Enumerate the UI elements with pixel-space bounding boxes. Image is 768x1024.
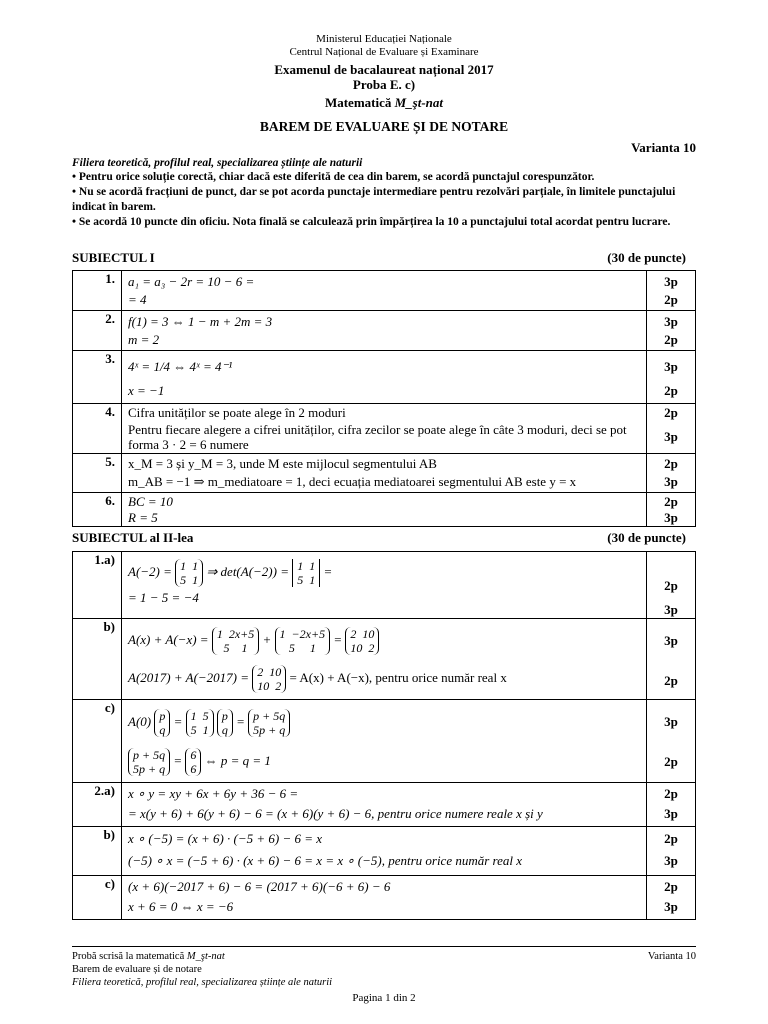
footer-line-3: Filiera teoretică, profilul real, specializarea științe ale naturii: [72, 977, 333, 988]
filiera: Filiera teoretică, profilul real, specializarea științe ale naturii: [72, 157, 363, 169]
section-2-table: [72, 551, 696, 920]
footer-line-2: Barem de evaluare și de notare: [72, 964, 202, 975]
table-row: c) A(0) p q = 1 5 5 1 p q = p + 5q 5p + q p + 5q 5p + q = 6 6 ⇔ p = q = 1 3p 2p: [73, 700, 696, 783]
table-row: b) x ∘ (−5) = (x + 6) · (−5 + 6) − 6 = x (−5) ∘ x = (−5 + 6) · (x + 6) − 6 = x = x ∘ (−5), pentru orice număr real x 2p 3p: [73, 827, 696, 876]
footer: [72, 950, 696, 989]
table-row: 5. x_M = 3 și y_M = 3, unde M este mijlocul segmentului AB m_AB = −1 ⇒ m_mediatoare = 1, deci ecuația mediatoarei segmentului AB este y = x 2p 3p: [73, 454, 696, 493]
instruction-3: • Se acordă 10 puncte din oficiu. Nota finală se calculează prin împărțirea la 10 a punctajului total acordat pentru lucrare.: [72, 216, 671, 228]
table-row: 6. BC = 10 R = 5 2p 3p: [73, 493, 696, 527]
table-row: 2. f(1) = 3 ⇔ 1 − m + 2m = 3 m = 2 3p 2p: [73, 311, 696, 351]
exam-subject: Matematică M_şt-nat: [324, 95, 444, 110]
table-row: 1.a) A(−2) = 1 1 5 1 ⇒ det(A(−2)) = 1 1 5 1 = = 1 − 5 = −4 2p 3p: [73, 552, 696, 619]
section-1-heading: SUBIECTUL I (30 de puncte): [72, 250, 686, 265]
table-row: 3. 4ˣ = 1/4 ⇔ 4ˣ = 4⁻¹ x = −1 3p 2p: [73, 351, 696, 404]
section-2-heading: SUBIECTUL al II-lea (30 de puncte): [72, 530, 686, 545]
table-row: 1. a₁ = a₃ − 2r = 10 − 6 = = 4 3p 2p: [73, 271, 696, 311]
table-row: b) A(x) + A(−x) = 1 2x+5 5 1 + 1 −2x+5 5 1 = 2 10 10 2 A(2017) + A(−2017) = 2 10 10 2 = A(x) + A(−x), pentru orice număr real x 3p 2p: [73, 619, 696, 700]
variant-label: Varianta 10: [631, 140, 696, 155]
table-row: c) (x + 6)(−2017 + 6) − 6 = (2017 + 6)(−6 + 6) − 6 x + 6 = 0 ⇔ x = −6 2p 3p: [73, 876, 696, 920]
exam-title: Examenul de bacalaureat național 2017: [274, 62, 494, 77]
footer-line-1: Probă scrisă la matematică M_şt-nat Varianta 10: [72, 951, 696, 962]
evaluation-center: Centrul Național de Evaluare și Examinare: [289, 46, 479, 58]
section-1-table: [72, 270, 696, 527]
exam-proba: Proba E. c): [352, 77, 416, 92]
instructions: [72, 170, 696, 230]
barem-title: BAREM DE EVALUARE ȘI DE NOTARE: [259, 119, 509, 134]
footer-divider: [72, 946, 696, 947]
footer-variant: Varianta 10: [647, 951, 696, 962]
ministry: Ministerul Educației Naționale: [316, 33, 452, 45]
instruction-2: • Nu se acordă fracțiuni de punct, dar se pot acorda punctaje intermediare pentru rezolvări parțiale, în limitele punctajului indicat în barem.: [72, 186, 676, 213]
page-number: Pagina 1 din 2: [352, 992, 416, 1004]
instruction-1: • Pentru orice soluție corectă, chiar dacă este diferită de cea din barem, se acordă punctajul corespunzător.: [72, 171, 595, 183]
table-row: 2.a) x ∘ y = xy + 6x + 6y + 36 − 6 = = x(y + 6) + 6(y + 6) − 6 = (x + 6)(y + 6) − 6, pentru orice numere reale x și y 2p 3p: [73, 783, 696, 827]
table-row: 4. Cifra unităților se poate alege în 2 moduri Pentru fiecare alegere a cifrei unităților, cifra zecilor se poate alege în câte 3 moduri, deci se pot forma 3 · 2 = 6 numere 2p 3p: [73, 404, 696, 454]
